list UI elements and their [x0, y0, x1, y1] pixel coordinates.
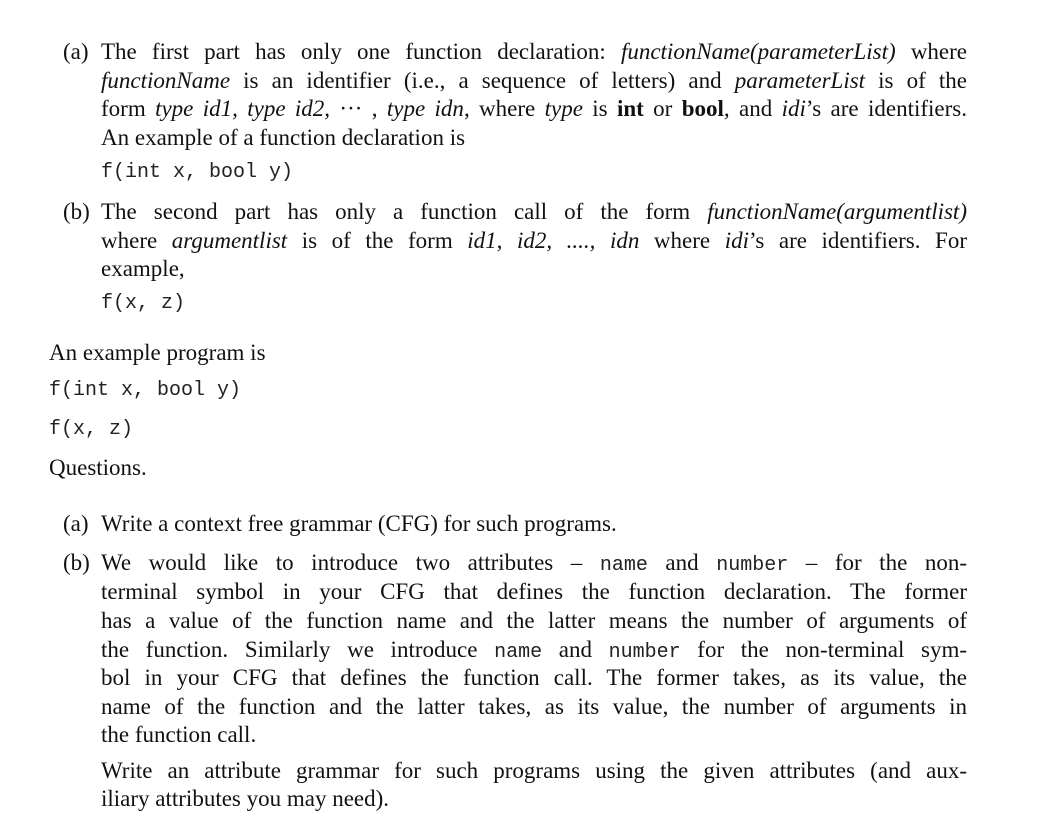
part-a-line-1: The first part has only one function declaration: functionName(parameterList) where: [101, 39, 968, 64]
example-code-line-2: f(x, z): [49, 418, 134, 441]
question-b-line-3: has a value of the function name and the latter means the number of arguments of: [101, 608, 967, 633]
question-b-line-6: name of the function and the latter takes, as its value, the number of arguments in: [101, 694, 967, 719]
part-a-line-2: functionName is an identifier (i.e., a sequence of letters) and parameterList is of the: [101, 68, 967, 93]
example-code-line-1: f(int x, bool y): [49, 379, 242, 402]
question-b-line-4: the function. Similarly we introduce name and number for the non-terminal sym-: [101, 637, 967, 664]
part-b-line-3: example,: [101, 256, 185, 281]
questions-heading: Questions.: [49, 455, 147, 480]
part-a-label: (a): [63, 39, 89, 64]
question-b-line-5: bol in your CFG that defines the function call. The former takes, as its value, the: [101, 665, 967, 690]
part-a-line-3: form type id1, type id2, ··· , type idn, where type is int or bool, and idi’s are identifiers.: [101, 96, 967, 121]
question-b-para2-line-1: Write an attribute grammar for such programs using the given attributes (and aux-: [101, 758, 967, 783]
example-intro: An example program is: [49, 340, 266, 365]
part-a-code-example: f(int x, bool y): [101, 161, 294, 184]
part-a-line-4: An example of a function declaration is: [101, 125, 466, 150]
question-b-line-2: terminal symbol in your CFG that defines the function declaration. The former: [101, 579, 967, 604]
part-b-line-1: The second part has only a function call of the form functionName(argumentlist): [101, 199, 967, 224]
question-b-para2-line-2: iliary attributes you may need).: [101, 786, 390, 811]
question-a-label: (a): [63, 511, 89, 536]
question-a-text: Write a context free grammar (CFG) for such programs.: [101, 511, 617, 536]
question-b-line-7: the function call.: [101, 722, 257, 747]
part-b-line-2: where argumentlist is of the form id1, id2, ...., idn where idi’s are identifiers. For: [101, 228, 968, 253]
question-b-line-1: We would like to introduce two attributes – name and number – for the non-: [101, 550, 967, 577]
part-b-code-example: f(x, z): [101, 292, 186, 315]
question-b-label: (b): [63, 550, 90, 575]
part-b-label: (b): [63, 199, 90, 224]
